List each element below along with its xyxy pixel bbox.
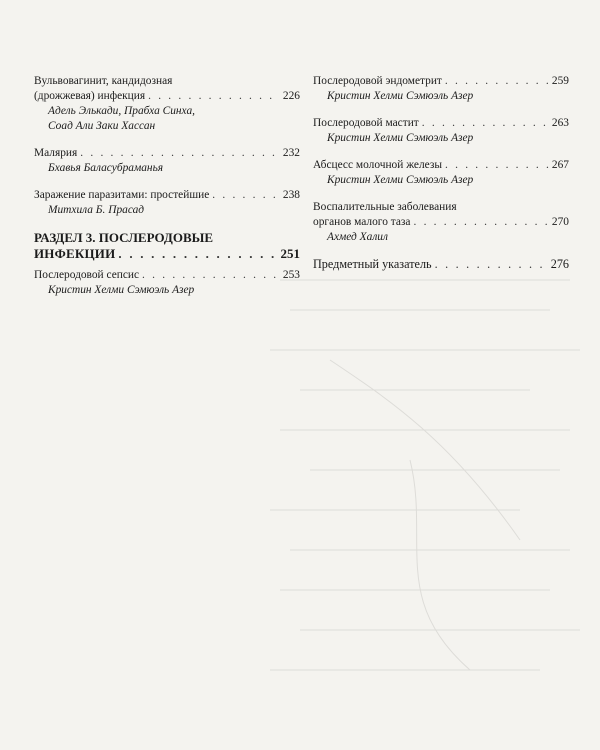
leader-dots	[413, 215, 548, 230]
entry-title: Послеродовой сепсис	[34, 269, 140, 281]
entry-title: Абсцесс молочной железы	[313, 159, 443, 171]
leader-dots	[212, 188, 280, 203]
entry-author: Бхавья Баласубраманья	[48, 162, 164, 174]
page-number: 270	[551, 216, 569, 228]
page-number: 232	[282, 147, 300, 159]
section-title: РАЗДЕЛ 3. ПОСЛЕРОДОВЫЕ	[34, 230, 214, 245]
entry-title: Заражение паразитами: простейшие	[34, 189, 210, 201]
page-number: 226	[282, 90, 300, 102]
entry-title: Малярия	[34, 147, 78, 159]
toc-entry[interactable]	[313, 74, 569, 104]
leader-dots	[142, 268, 280, 283]
entry-title: Послеродовой эндометрит	[313, 75, 442, 87]
leader-dots	[422, 116, 549, 131]
toc-right-column	[313, 74, 569, 284]
section-heading[interactable]	[34, 230, 300, 262]
entry-author: Адель Элькади, Прабха Синха,	[48, 105, 196, 117]
leader-dots	[435, 257, 548, 272]
toc-entry[interactable]	[313, 116, 569, 146]
entry-author: Митхила Б. Прасад	[48, 204, 145, 216]
entry-title: Вульвовагинит, кандидозная	[34, 75, 173, 87]
leader-dots	[80, 146, 280, 161]
toc-entry[interactable]	[34, 268, 300, 298]
toc-entry[interactable]	[34, 188, 300, 218]
toc-entry[interactable]	[34, 146, 300, 176]
entry-author: Кристин Хелми Сэмюэль Азер	[327, 174, 474, 186]
leader-dots	[118, 246, 277, 262]
bleed-through-texture	[270, 240, 590, 720]
page-number: 238	[282, 189, 300, 201]
entry-author: Кристин Хелми Сэмюэль Азер	[48, 284, 195, 296]
entry-author: Соад Али Заки Хассан	[48, 120, 156, 132]
toc-left-column	[34, 74, 300, 310]
page-number: 253	[282, 269, 300, 281]
leader-dots	[445, 74, 549, 89]
subject-index-entry[interactable]	[313, 257, 569, 272]
index-title: Предметный указатель	[313, 257, 432, 271]
entry-title: органов малого таза	[313, 216, 411, 228]
entry-title: (дрожжевая) инфекция	[34, 90, 146, 102]
page-number: 251	[280, 246, 300, 261]
entry-title: Воспалительные заболевания	[313, 201, 457, 213]
page-number: 267	[551, 159, 569, 171]
page-number: 259	[551, 75, 569, 87]
entry-author: Ахмед Халил	[327, 231, 388, 243]
page-number: 263	[551, 117, 569, 129]
leader-dots	[148, 89, 280, 104]
entry-author: Кристин Хелми Сэмюэль Азер	[327, 132, 474, 144]
page-number: 276	[550, 257, 569, 271]
toc-entry[interactable]	[313, 200, 569, 245]
toc-entry[interactable]	[34, 74, 300, 134]
leader-dots	[445, 158, 549, 173]
toc-entry[interactable]	[313, 158, 569, 188]
entry-title: Послеродовой мастит	[313, 117, 419, 129]
section-title: ИНФЕКЦИИ	[34, 246, 116, 261]
entry-author: Кристин Хелми Сэмюэль Азер	[327, 90, 474, 102]
